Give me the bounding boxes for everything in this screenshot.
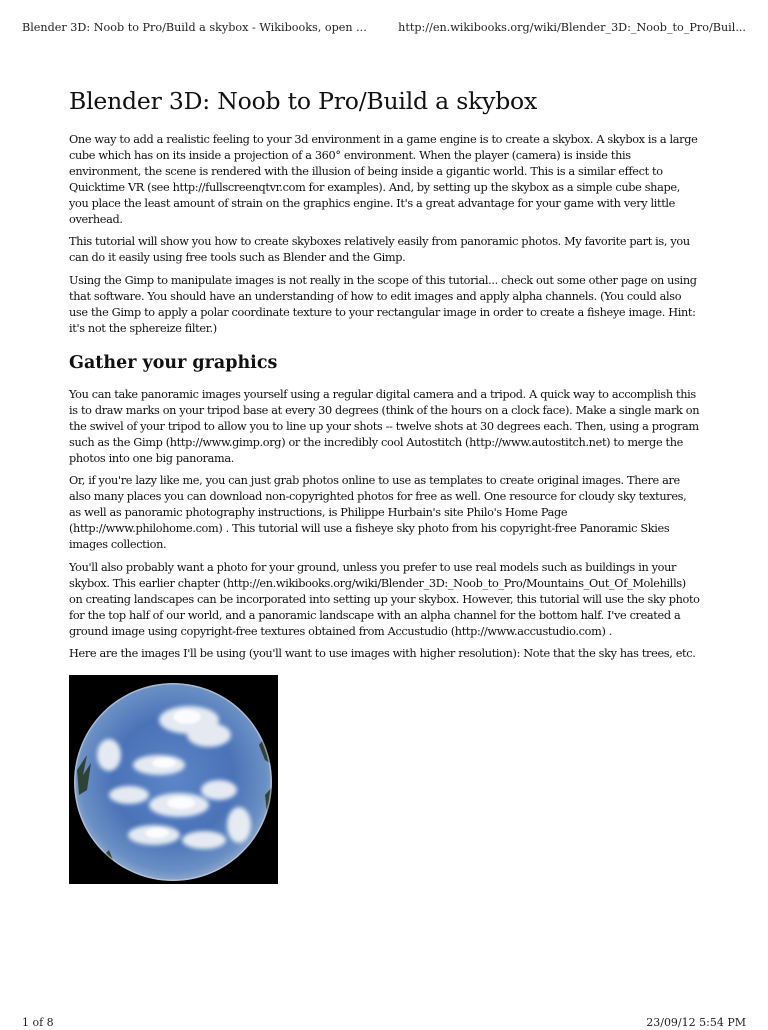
print-header-url: http://en.wikibooks.org/wiki/Blender_3D:_Noob_to_Pro/Buil... (398, 21, 746, 34)
page-number: 1 of 8 (22, 1016, 54, 1029)
intro-paragraph: One way to add a realistic feeling to your 3d environment in a game engine is to create a skybox. A skybox is a large cube which has on its inside a projection of a 360° environment. When the player (camera) is inside this environment, the scene is rendered with the illusion of being inside a gigantic world. This is a similar effect to Quicktime VR (see http://fullscreenqtvr.com for examples). And, by setting up the skybox as a simple cube shape, you place the least amount of strain on the graphics engine. It's a great advantage for your game with very little overhead. (69, 133, 698, 226)
article-body (69, 86, 701, 884)
section-paragraph: Or, if you're lazy like me, you can just grab photos online to use as templates to create original images. There are also many places you can download non-copyrighted photos for free as well. One resource for cloudy sky textures, as well as panoramic photography instructions, is Philippe Hurbain's site Philo's Home Page (http://www.philohome.com) . This tutorial will use a fisheye sky photo from his copyright-free Panoramic Skies images collection. (69, 474, 687, 552)
section-paragraph: Here are the images I'll be using (you'll want to use images with higher resolution): Note that the sky has trees, etc. (69, 647, 696, 661)
intro-paragraph: This tutorial will show you how to create skyboxes relatively easily from panoramic photos. My favorite part is, you can do it easily using free tools such as Blender and the Gimp. (69, 235, 690, 265)
print-header-title: Blender 3D: Noob to Pro/Build a skybox - Wikibooks, open ... (22, 21, 367, 34)
fisheye-sky-image (69, 675, 278, 884)
section-paragraph: You can take panoramic images yourself using a regular digital camera and a tripod. A quick way to accomplish this is to draw marks on your tripod base at every 30 degrees (think of the hours on a clock face). Make a single mark on the swivel of your tripod to allow you to line up your shots -- twelve shots at 30 degrees each. Then, using a program such as the Gimp (http://www.gimp.org) or the incredibly cool Autostitch (http://www.autostitch.net) to merge the photos into one big panorama. (69, 387, 700, 465)
print-header (22, 21, 746, 37)
section-paragraph: You'll also probably want a photo for your ground, unless you prefer to use real models such as buildings in your skybox. This earlier chapter (http://en.wikibooks.org/wiki/Blender_3D:_Noob_to_Pro/Mountains_Out_Of_Molehills) on creating landscapes can be incorporated into setting up your skybox. However, this tutorial will use the sky photo for the top half of our world, and a panoramic landscape with an alpha channel for the bottom half. I've created a ground image using copyright-free textures obtained from Accustudio (http://www.accustudio.com) . (69, 560, 700, 638)
section-heading: Gather your graphics (69, 352, 278, 373)
page-title: Blender 3D: Noob to Pro/Build a skybox (69, 87, 538, 115)
intro-paragraph: Using the Gimp to manipulate images is not really in the scope of this tutorial... check out some other page on using that software. You should have an understanding of how to edit images and apply alpha channels. (You could also use the Gimp to apply a polar coordinate texture to your rectangular image in order to create a fisheye image. Hint: it's not the sphereize filter.) (69, 274, 697, 335)
print-footer (22, 1016, 746, 1030)
print-timestamp: 23/09/12 5:54 PM (646, 1016, 746, 1029)
